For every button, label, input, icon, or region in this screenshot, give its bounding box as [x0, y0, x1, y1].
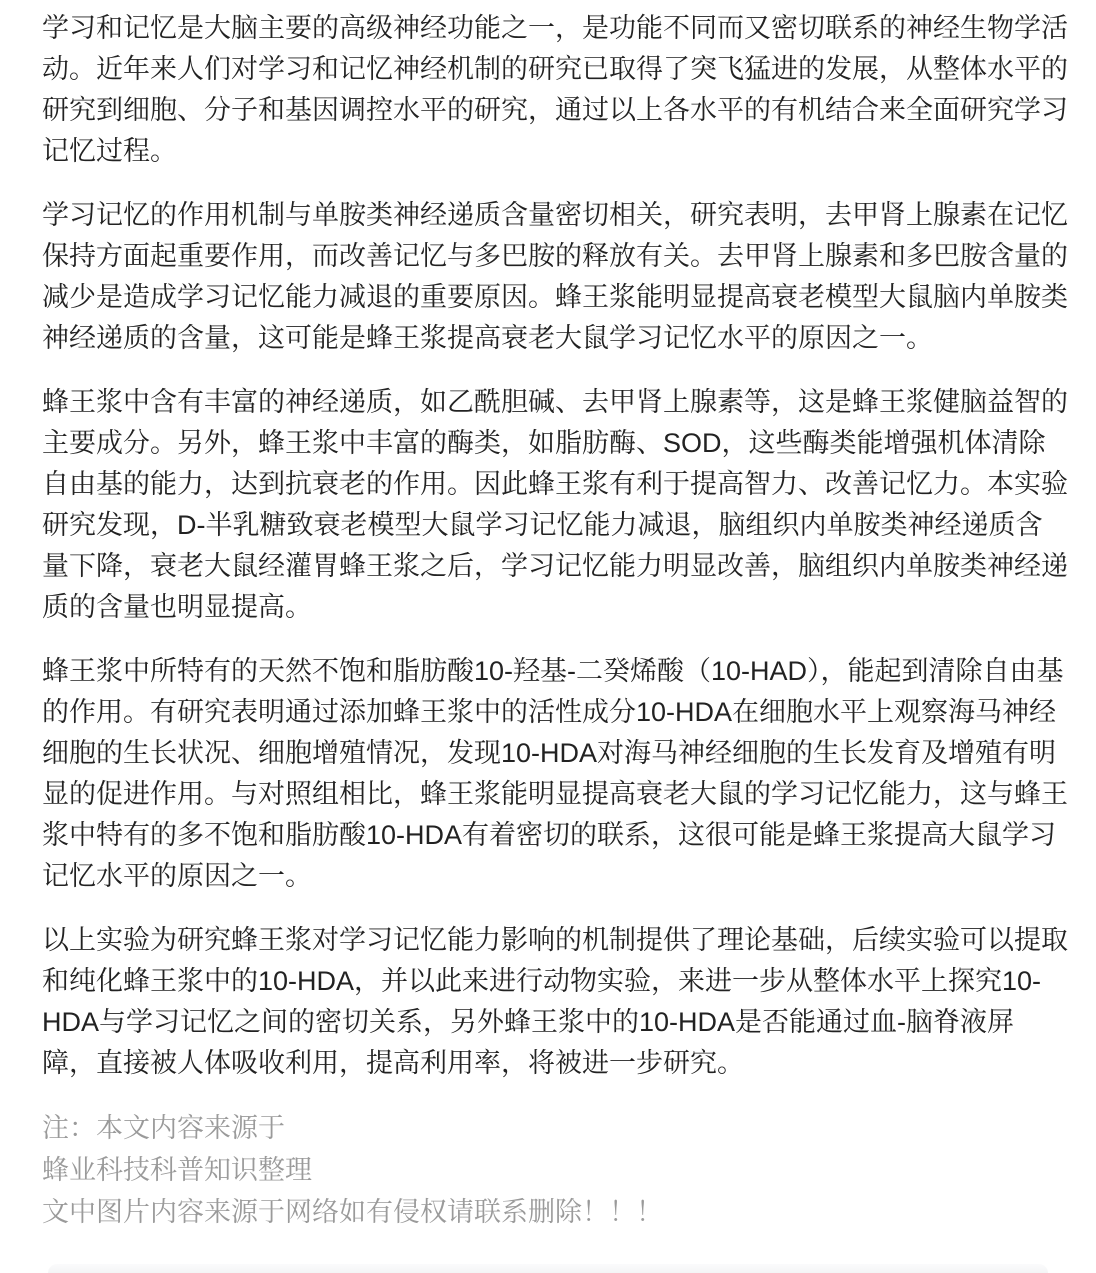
paragraph-monoamine-mechanism: 学习记忆的作用机制与单胺类神经递质含量密切相关，研究表明，去甲肾上腺素在记忆保持方面起重要作用，而改善记忆与多巴胺的释放有关。去甲肾上腺素和多巴胺含量的减少是造成学习记忆能力减退的重要原因。蜂王浆能明显提高衰老模型大鼠脑内单胺类神经递质的含量，这可能是蜂王浆提高衰老大鼠学习记忆水平的原因之一。 [42, 200, 1068, 353]
note-line-source: 注：本文内容来源于 [42, 1113, 285, 1143]
source-note [42, 1107, 1068, 1233]
next-section-card-edge [48, 1264, 1048, 1273]
paragraph-learning-memory-intro: 学习和记忆是大脑主要的高级神经功能之一，是功能不同而又密切联系的神经生物学活动。近年来人们对学习和记忆神经机制的研究已取得了突飞猛进的发展，从整体水平的研究到细胞、分子和基因调控水平的研究，通过以上各水平的有机结合来全面研究学习记忆过程。 [42, 13, 1068, 166]
paragraph-royal-jelly-components: 蜂王浆中含有丰富的神经递质，如乙酰胆碱、去甲肾上腺素等，这是蜂王浆健脑益智的主要成分。另外，蜂王浆中丰富的酶类，如脂肪酶、SOD，这些酶类能增强机体清除自由基的能力，达到抗衰老的作用。因此蜂王浆有利于提高智力、改善记忆力。本实验研究发现，D-半乳糖致衰老模型大鼠学习记忆能力减退，脑组织内单胺类神经递质含量下降，衰老大鼠经灌胃蜂王浆之后，学习记忆能力明显改善，脑组织内单胺类神经递质的含量也明显提高。 [42, 387, 1068, 622]
paragraph-10-hda-effect: 蜂王浆中所特有的天然不饱和脂肪酸10-羟基-二癸烯酸（10-HAD），能起到清除自由基的作用。有研究表明通过添加蜂王浆中的活性成分10-HDA在细胞水平上观察海马神经细胞的生长状况、细胞增殖情况，发现10-HDA对海马神经细胞的生长发育及增殖有明显的促进作用。与对照组相比，蜂王浆能明显提高衰老大鼠的学习记忆能力，这与蜂王浆中特有的多不饱和脂肪酸10-HDA有着密切的联系，这很可能是蜂王浆提高大鼠学习记忆水平的原因之一。 [42, 656, 1068, 891]
note-line-organizer: 蜂业科技科普知识整理 [42, 1155, 312, 1185]
paragraph-conclusion-future-work: 以上实验为研究蜂王浆对学习记忆能力影响的机制提供了理论基础，后续实验可以提取和纯化蜂王浆中的10-HDA，并以此来进行动物实验，来进一步从整体水平上探究10-HDA与学习记忆之间的密切关系，另外蜂王浆中的10-HDA是否能通过血-脑脊液屏障，直接被人体吸收利用，提高利用率，将被进一步研究。 [42, 925, 1068, 1078]
note-line-disclaimer: 文中图片内容来源于网络如有侵权请联系删除！！！ [42, 1197, 663, 1227]
